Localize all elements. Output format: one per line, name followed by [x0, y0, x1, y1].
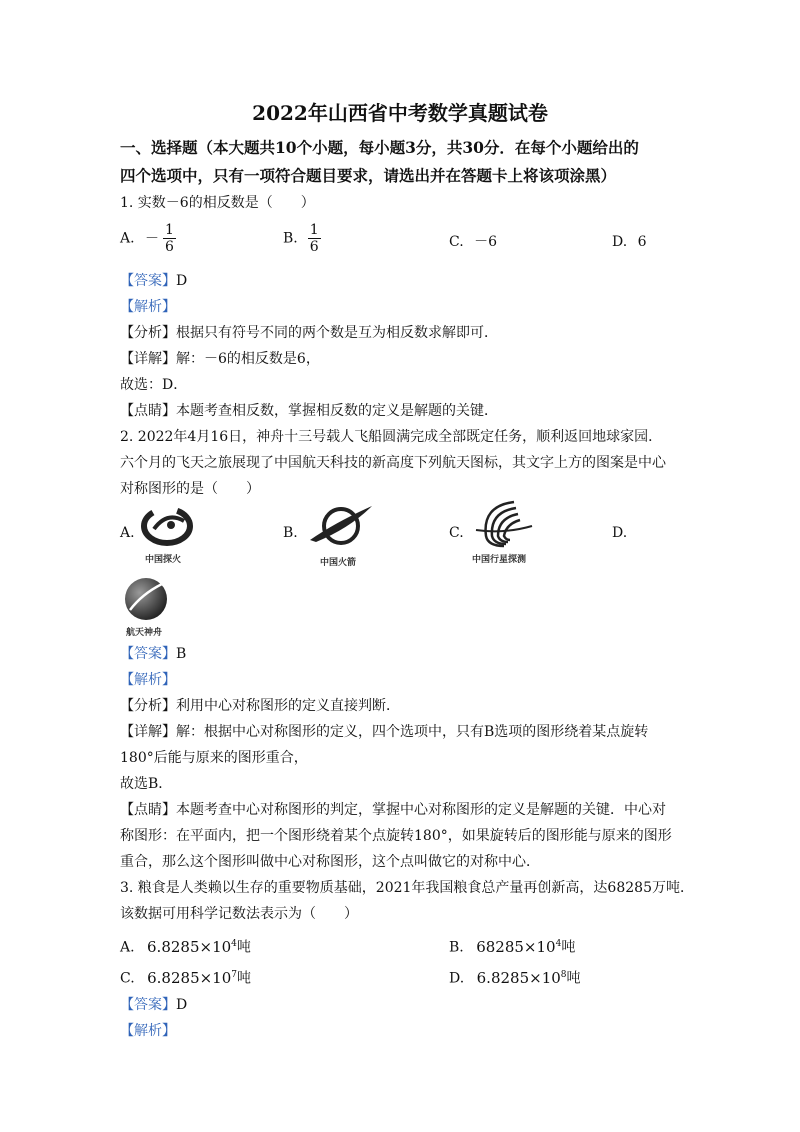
q3-stem-line2: 该数据可用科学记数法表示为（ ）: [120, 906, 358, 922]
q3-option-d: D. $6.8285\times 10^8$吨: [449, 968, 581, 987]
q2-xiangjie-line2: 180°后能与原来的图形重合，: [120, 750, 308, 766]
q3-stem-line1: 3. 粮食是人类赖以生存的重要物质基础，2021年我国粮食总产量再创新高，达68285万吨．: [120, 880, 694, 896]
q3-option-b: B. $68285\times 10^4$吨: [449, 937, 576, 956]
q1-option-a-fraction: $\frac{1}{6}$: [165, 222, 174, 255]
china-rocket-logo-icon: [306, 500, 376, 550]
q1-xiangjie: 【详解】解：－6的相反数是6，: [120, 351, 320, 367]
q2-guxuan: 故选B．: [120, 776, 173, 792]
q2-answer: 【答案】B: [120, 646, 187, 662]
q3-analysis-tag: 【解析】: [120, 1023, 176, 1039]
q2-option-b-label: B.: [283, 525, 298, 541]
q2-option-c-label: C.: [449, 525, 464, 541]
q2-stem-line2: 六个月的飞天之旅展现了中国航天科技的新高度下列航天图标，其文字上方的图案是中心: [120, 455, 666, 471]
q1-answer: 【答案】D: [120, 273, 188, 289]
q2-fenxi: 【分析】利用中心对称图形的定义直接判断．: [120, 698, 400, 714]
q2-option-d-label: D.: [612, 525, 628, 541]
q1-option-b: B. $\frac{1}{6}$: [283, 222, 319, 255]
china-mars-exploration-logo-icon: [140, 503, 194, 549]
q1-guxuan: 故选：D．: [120, 377, 188, 393]
q3-option-a: A. $6.8285\times 10^4$吨: [120, 937, 251, 956]
q2-analysis-tag: 【解析】: [120, 672, 176, 688]
q1-option-a: A. － $\frac{1}{6}$: [120, 222, 174, 255]
q1-option-c: C. －6: [449, 234, 498, 250]
q1-fenxi: 【分析】根据只有符号不同的两个数是互为相反数求解即可．: [120, 325, 498, 341]
q1-stem: 1. 实数－6的相反数是（ ）: [120, 195, 315, 211]
q1-option-d: D. 6: [612, 234, 647, 250]
q2-option-a-label: A.: [120, 525, 135, 541]
q2-option-b-caption: 中国火箭: [320, 558, 357, 568]
q2-stem-line1: 2. 2022年4月16日，神舟十三号载人飞船圆满完成全部既定任务，顺利返回地球家园．: [120, 429, 663, 445]
q2-option-d-caption: 航天神舟: [126, 628, 163, 638]
q2-dianjing-line2: 称图形：在平面内，把一个图形绕着某个点旋转180°，如果旋转后的图形能与原来的图形: [120, 828, 672, 844]
q2-dianjing-line3: 重合，那么这个图形叫做中心对称图形，这个点叫做它的对称中心．: [120, 854, 540, 870]
q3-option-c: C. $6.8285\times 10^7$吨: [120, 968, 251, 987]
q2-option-c-caption: 中国行星探测: [472, 555, 527, 565]
shenzhou-spacecraft-logo-icon: [122, 576, 170, 622]
q2-option-a-caption: 中国探火: [145, 555, 182, 565]
q2-stem-line3: 对称图形的是（ ）: [120, 481, 260, 497]
q2-dianjing-line1: 【点睛】本题考查中心对称图形的判定，掌握中心对称图形的定义是解题的关键．中心对: [120, 802, 666, 818]
china-planetary-exploration-logo-icon: [474, 496, 534, 550]
page-title: 2022年山西省中考数学真题试卷: [252, 101, 548, 125]
section-heading-line1: 一、选择题（本大题共10个小题，每小题3分，共30分．在每个小题给出的: [120, 138, 639, 157]
q1-option-b-fraction: $\frac{1}{6}$: [309, 222, 319, 255]
section-heading-line2: 四个选项中，只有一项符合题目要求，请选出并在答题卡上将该项涂黑）: [120, 166, 617, 185]
q3-answer: 【答案】D: [120, 997, 188, 1013]
q1-dianjing: 【点睛】本题考查相反数，掌握相反数的定义是解题的关键．: [120, 403, 498, 419]
q2-xiangjie-line1: 【详解】解：根据中心对称图形的定义，四个选项中，只有B选项的图形绕着某点旋转: [120, 724, 649, 740]
q1-analysis-tag: 【解析】: [120, 299, 176, 315]
